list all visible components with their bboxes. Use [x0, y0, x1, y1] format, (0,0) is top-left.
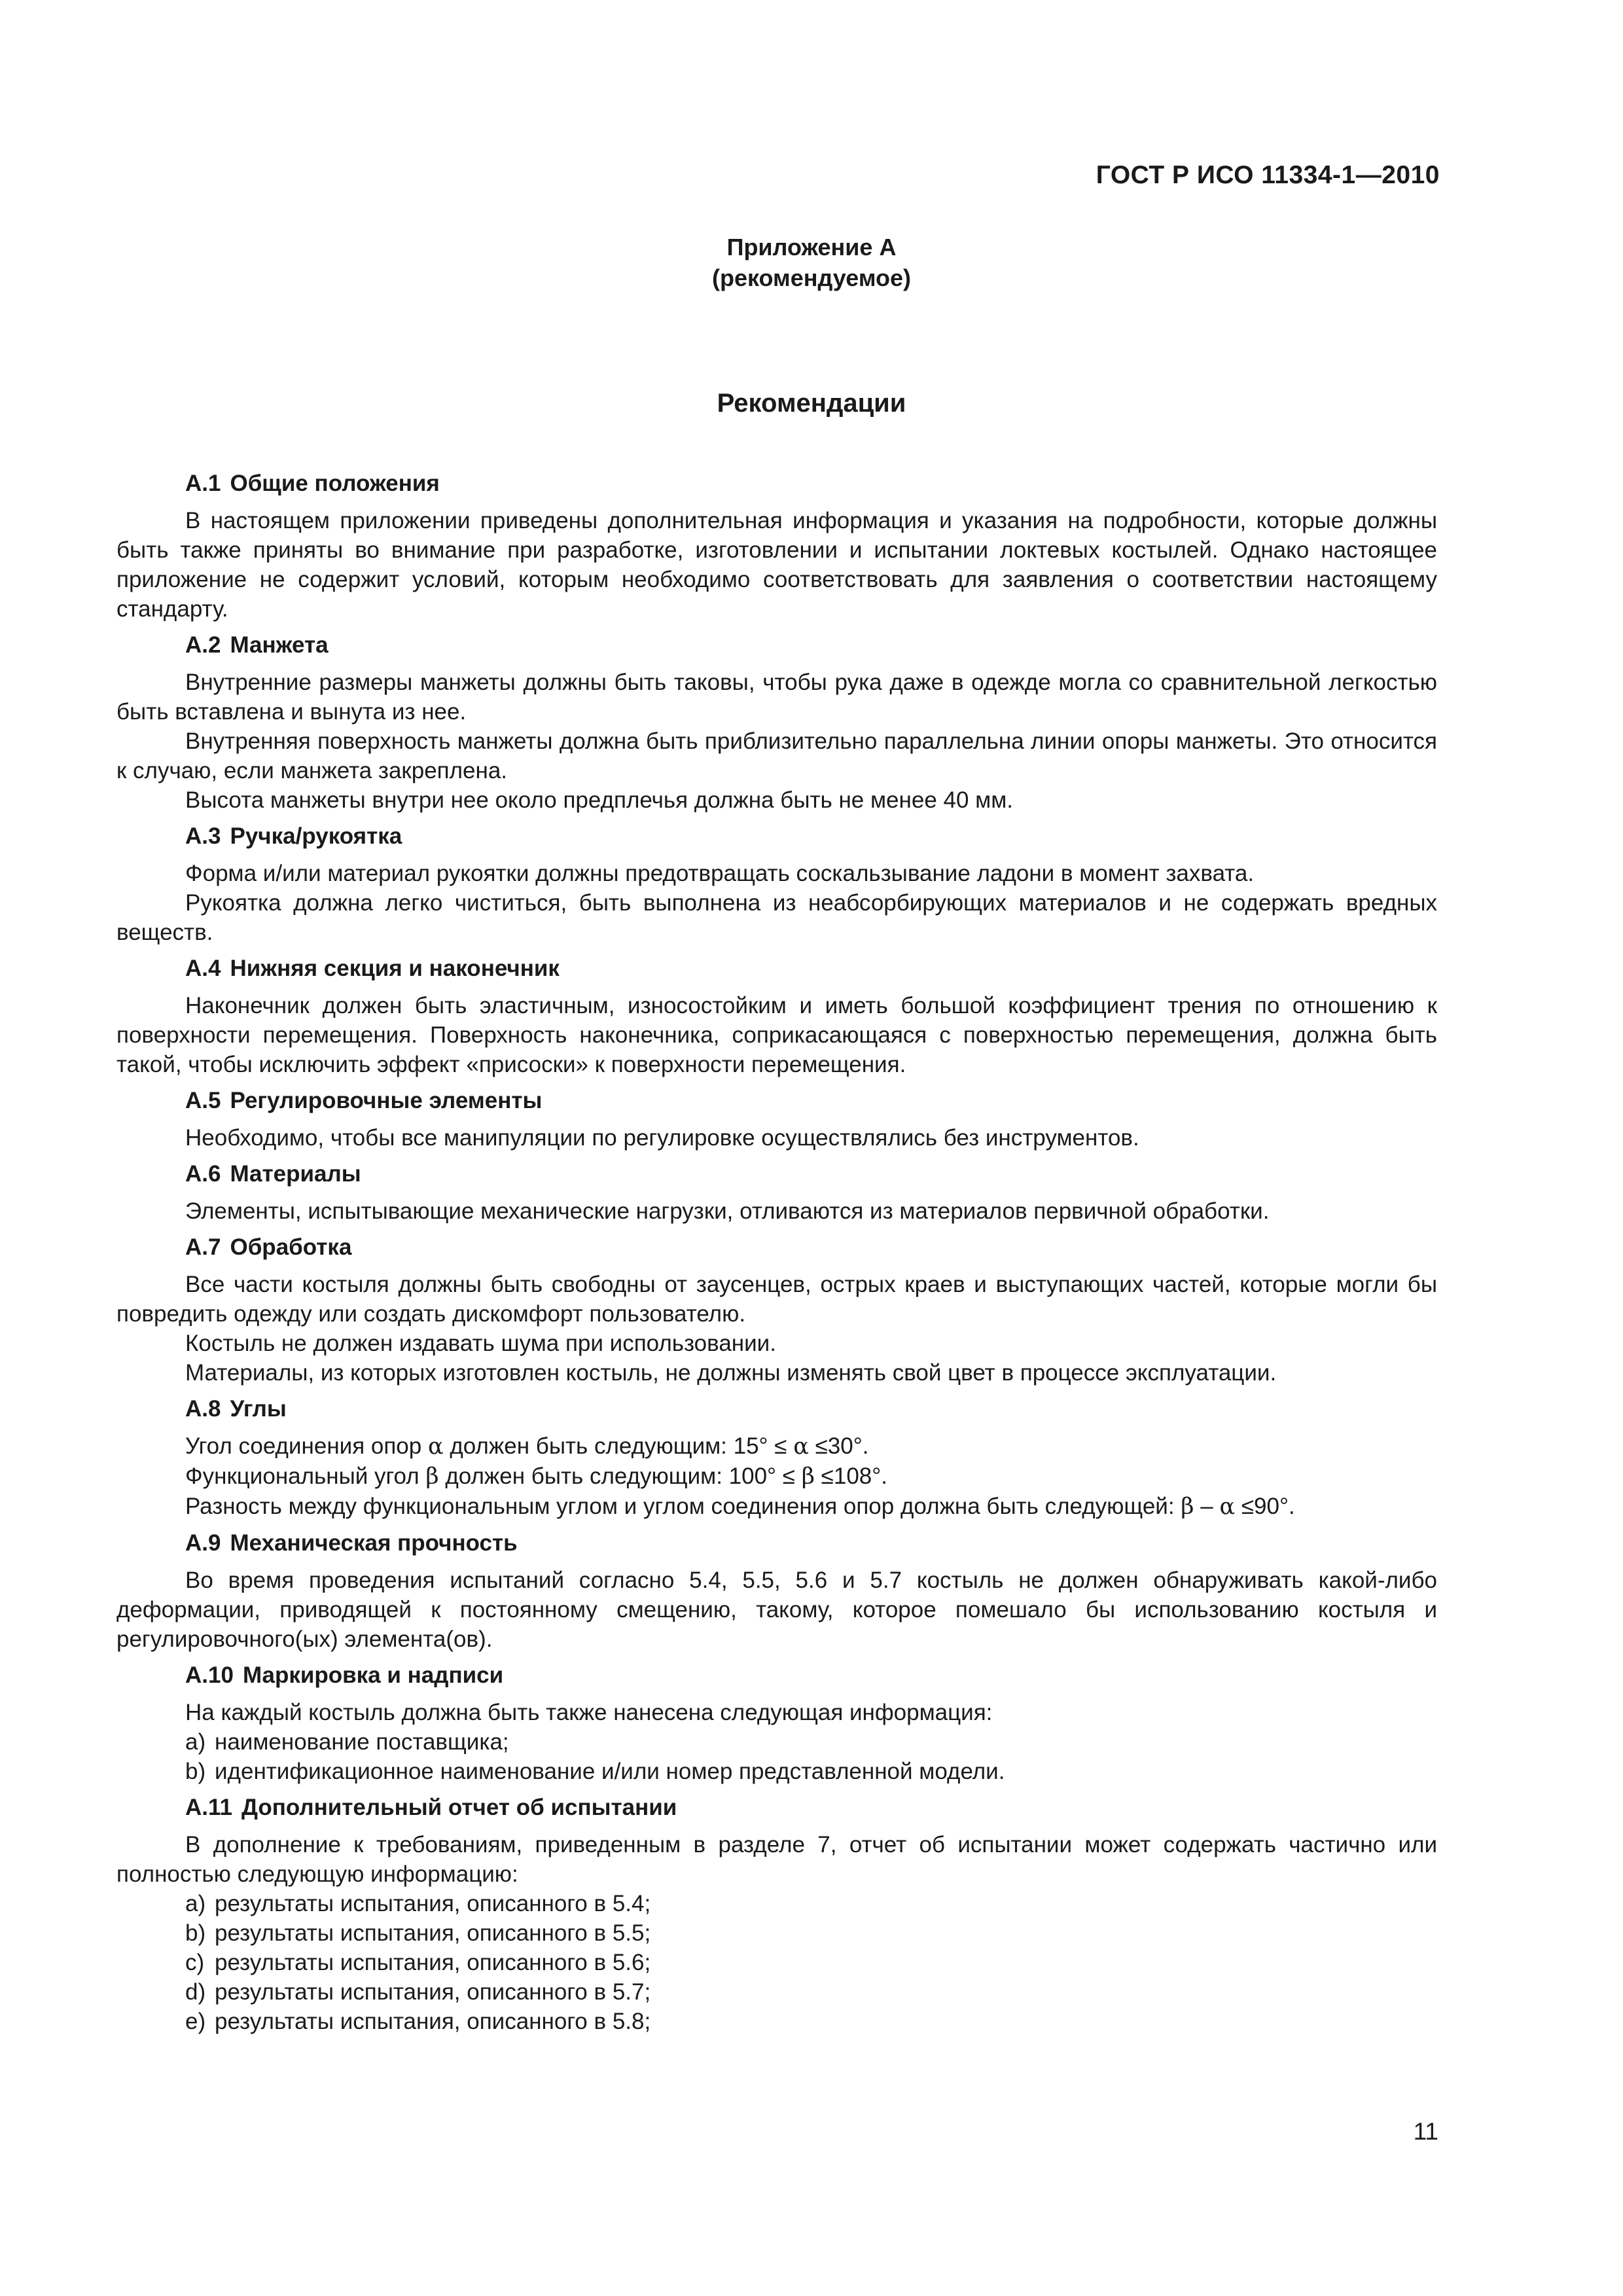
list-item: e) результаты испытания, описанного в 5.8; [116, 2007, 1437, 2036]
beta-symbol: β [425, 1463, 439, 1490]
section-heading-a3 [116, 821, 1437, 851]
alpha-symbol: α [1219, 1494, 1236, 1520]
section-number: А.7 [185, 1234, 221, 1260]
section-number: А.10 [185, 1662, 234, 1688]
section-heading-a10 [116, 1660, 1437, 1690]
list-marker: c) [185, 1950, 205, 1975]
section-heading-a9 [116, 1528, 1437, 1558]
paragraph: Наконечник должен быть эластичным, износостойким и иметь большой коэффициент трения по отношению к поверхности перемещения. Поверхность наконечника, соприкасающаяся с поверхностью перемещения, должна быть такой, чтобы исключить эффект «присоски» к поверхности перемещения. [116, 993, 1437, 1077]
document-body [116, 462, 1437, 2036]
list-marker: d) [185, 1979, 206, 2005]
list-marker: e) [185, 2009, 206, 2034]
section-number: А.11 [185, 1795, 232, 1820]
section-number: А.5 [185, 1088, 221, 1113]
beta-symbol: β [801, 1463, 815, 1490]
section-number: А.6 [185, 1161, 221, 1187]
paragraph: Внутренние размеры манжеты должны быть таковы, чтобы рука даже в одежде могла со сравнительной легкостью быть вставлена и вынута из нее. [116, 670, 1437, 725]
list-marker: b) [185, 1920, 206, 1946]
section-number: А.3 [185, 823, 221, 849]
list-marker: a) [185, 1729, 206, 1755]
section-number: А.2 [185, 632, 221, 658]
section-title: Материалы [230, 1161, 361, 1187]
list-item: a) наименование поставщика; [116, 1727, 1437, 1757]
list-item: c) результаты испытания, описанного в 5.6; [116, 1948, 1437, 1977]
section-title: Маркировка и надписи [242, 1662, 504, 1688]
paragraph: Костыль не должен издавать шума при использовании. [185, 1331, 776, 1356]
list-item: d) результаты испытания, описанного в 5.7; [116, 1977, 1437, 2007]
section-title: Углы [230, 1396, 287, 1422]
section-title: Дополнительный отчет об испытании [241, 1795, 677, 1820]
paragraph-angle-difference: Разность между функциональным углом и углом соединения опор должна быть следующей: β – α ≤90°. [185, 1494, 1295, 1520]
section-heading-a8 [116, 1394, 1437, 1424]
section-heading-a1 [116, 469, 1437, 498]
paragraph-angle-alpha: Угол соединения опор α должен быть следующим: 15° ≤ α ≤30°. [185, 1433, 869, 1460]
list-item: b) результаты испытания, описанного в 5.5; [116, 1918, 1437, 1948]
paragraph-angle-beta: Функциональный угол β должен быть следующим: 100° ≤ β ≤108°. [185, 1463, 887, 1490]
list-marker: a) [185, 1891, 206, 1916]
paragraph: Внутренняя поверхность манжеты должна быть приблизительно параллельна линии опоры манжеты. Это относится к случаю, если манжета закреплена. [116, 728, 1437, 783]
document-code: ГОСТ Р ИСО 11334-1—2010 [1096, 161, 1440, 189]
paragraph: Форма и/или материал рукоятки должны предотвращать соскальзывание ладони в момент захвата. [185, 861, 1255, 886]
paragraph: Рукоятка должна легко чиститься, быть выполнена из неабсорбирующих материалов и не содержать вредных веществ. [116, 890, 1437, 945]
section-heading-a6 [116, 1159, 1437, 1189]
section-heading-a5 [116, 1086, 1437, 1115]
paragraph: На каждый костыль должна быть также нанесена следующая информация: [185, 1700, 993, 1725]
section-number: А.4 [185, 956, 221, 981]
section-title: Нижняя секция и наконечник [230, 956, 560, 981]
section-heading-a11 [116, 1793, 1437, 1822]
page-number: 11 [1413, 2118, 1438, 2145]
section-title: Манжета [230, 632, 329, 658]
paragraph: Необходимо, чтобы все манипуляции по регулировке осуществлялись без инструментов. [185, 1125, 1139, 1151]
paragraph: Материалы, из которых изготовлен костыль, не должны изменять свой цвет в процессе эксплуатации. [185, 1360, 1277, 1386]
annex-title: Приложение А [726, 234, 897, 260]
section-heading-a4 [116, 954, 1437, 983]
alpha-symbol: α [793, 1433, 809, 1460]
paragraph: Во время проведения испытаний согласно 5.4, 5.5, 5.6 и 5.7 костыль не должен обнаруживать какой-либо деформации, приводящей к постоянному смещению, такому, которое помешало бы использованию костыля и регулировочного(ых) элемента(ов). [116, 1568, 1437, 1652]
section-title: Механическая прочность [230, 1530, 518, 1556]
section-number: А.9 [185, 1530, 221, 1556]
page-title: Рекомендации [717, 389, 906, 418]
paragraph: В дополнение к требованиям, приведенным в разделе 7, отчет об испытании может содержать частично или полностью следующую информацию: [116, 1832, 1437, 1887]
list-marker: b) [185, 1759, 206, 1784]
paragraph: В настоящем приложении приведены дополнительная информация и указания на подробности, которые должны быть также приняты во внимание при разработке, изготовлении и испытании локтевых костылей. Однако настоящее приложение не содержит условий, которым необходимо соответствовать для заявления о соответствии настоящему стандарту. [116, 508, 1437, 622]
paragraph: Все части костыля должны быть свободны от заусенцев, острых краев и выступающих частей, которые могли бы повредить одежду или создать дискомфорт пользователю. [116, 1272, 1437, 1327]
list-item: a) результаты испытания, описанного в 5.4; [116, 1889, 1437, 1918]
section-number: А.1 [185, 471, 221, 496]
section-title: Обработка [230, 1234, 352, 1260]
list-item: b) идентификационное наименование и/или номер представленной модели. [116, 1757, 1437, 1786]
section-heading-a2 [116, 630, 1437, 660]
paragraph: Элементы, испытывающие механические нагрузки, отливаются из материалов первичной обработки. [185, 1198, 1270, 1224]
paragraph: Высота манжеты внутри нее около предплечья должна быть не менее 40 мм. [185, 787, 1014, 813]
beta-symbol: β [1181, 1494, 1194, 1520]
section-title: Общие положения [230, 471, 440, 496]
section-number: А.8 [185, 1396, 221, 1422]
section-title: Регулировочные элементы [230, 1088, 543, 1113]
section-title: Ручка/рукоятка [230, 823, 402, 849]
alpha-symbol: α [427, 1433, 444, 1460]
section-heading-a7 [116, 1232, 1437, 1262]
annex-status: (рекомендуемое) [712, 264, 911, 291]
